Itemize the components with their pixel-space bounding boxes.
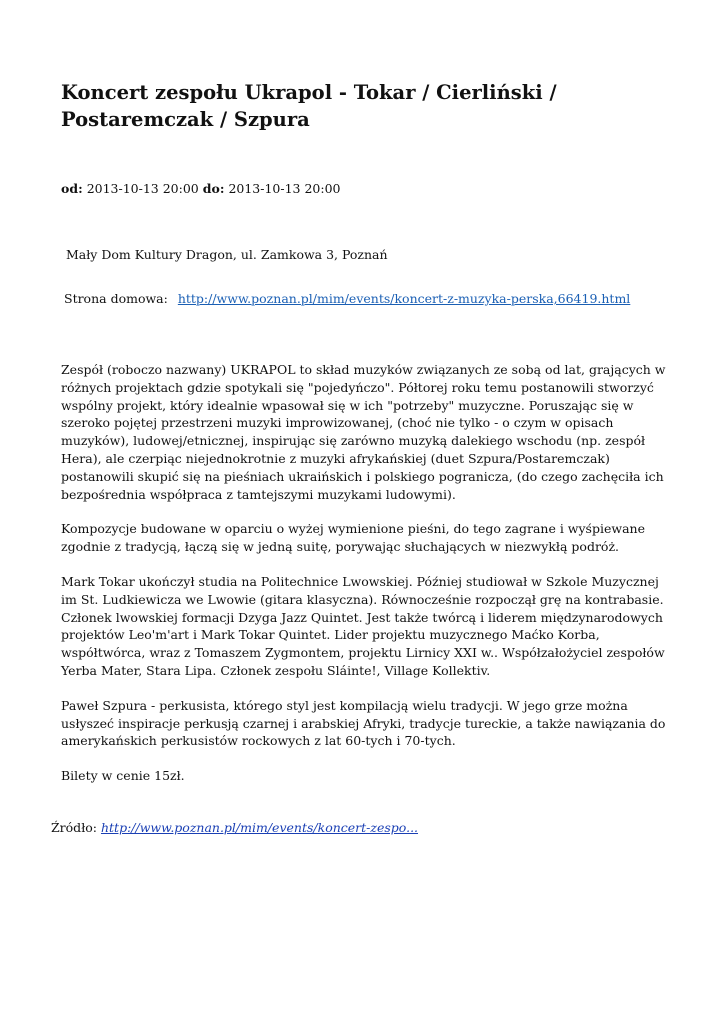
source-label: Źródło:	[51, 820, 97, 835]
source-row	[51, 820, 418, 836]
homepage-row	[64, 291, 630, 307]
event-location: Mały Dom Kultury Dragon, ul. Zamkowa 3, Poznań	[66, 247, 388, 262]
description-paragraph: Kompozycje budowane w oparciu o wyżej wymienione pieśni, do tego zagrane i wyśpiewane zgodnie z tradycją, łączą się w jedną suitę, porywając słuchających w niezwykłą podróż.	[61, 521, 645, 555]
from-value: 2013-10-13 20:00	[86, 181, 199, 196]
event-dates	[61, 181, 341, 197]
source-link[interactable]: http://www.poznan.pl/mim/events/koncert-zespo...	[100, 820, 419, 835]
to-value: 2013-10-13 20:00	[228, 181, 341, 196]
description-paragraph: Paweł Szpura - perkusista, którego styl jest kompilacją wielu tradycji. W jego grze można usłyszeć inspiracje perkusją czarnej i arabskiej Afryki, tradycje tureckie, a także nawiązania do amerykańskich perkusistów rockowych z lat 60-tych i 70-tych.	[61, 697, 666, 749]
ticket-price: Bilety w cenie 15zł.	[61, 768, 185, 784]
to-label: do:	[202, 181, 225, 196]
from-label: od:	[61, 181, 83, 196]
homepage-label: Strona domowa:	[64, 291, 168, 306]
description-paragraph: Mark Tokar ukończył studia na Politechnice Lwowskiej. Później studiował w Szkole Muzycznej im St. Ludkiewicza we Lwowie (gitara klasyczna). Równocześnie rozpoczął grę na kontrabasie. Członek lwowskiej formacji Dzyga Jazz Quintet. Jest także twórcą i liderem międzynarodowych projektów Leo'm'art i Mark Tokar Quintet. Lider projektu muzycznego Maćko Korba, współtwórca, wraz z Tomaszem Zygmontem, projektu Lirnicy XXI w.. Współzałożyciel zespołów Yerba Mater, Stara Lipa. Członek zespołu Sláinte!, Village Kollektiv.	[61, 573, 665, 678]
homepage-link[interactable]: http://www.poznan.pl/mim/events/koncert-z-muzyka-perska,66419.html	[177, 291, 631, 306]
description-paragraph: Zespół (roboczo nazwany) UKRAPOL to skład muzyków związanych ze sobą od lat, grających w różnych projektach gdzie spotykali się "pojedyńczo". Półtorej roku temu postanowili stworzyć wspólny projekt, który idealnie wpasował się w ich "potrzeby" muzyczne. Poruszając się w szeroko pojętej przestrzeni muzyki improwizowanej, (choć nie tylko - o czym w opisach muzyków), ludowej/etnicznej, inspirując się zarówno muzyką dalekiego wschodu (np. zespół Hera), ale czerpiąc niejednokrotnie z muzyki afrykańskiej (duet Szpura/Postaremczak) postanowili skupić się na pieśniach ukraińskich i polskiego pogranicza, (do czego zachęciła ich bezpośrednia współpraca z tamtejszymi muzykami ludowymi).	[61, 362, 666, 502]
event-description	[61, 361, 673, 802]
page-title: Koncert zespołu Ukrapol - Tokar / Cierliński / Postaremczak / Szpura	[61, 81, 557, 131]
